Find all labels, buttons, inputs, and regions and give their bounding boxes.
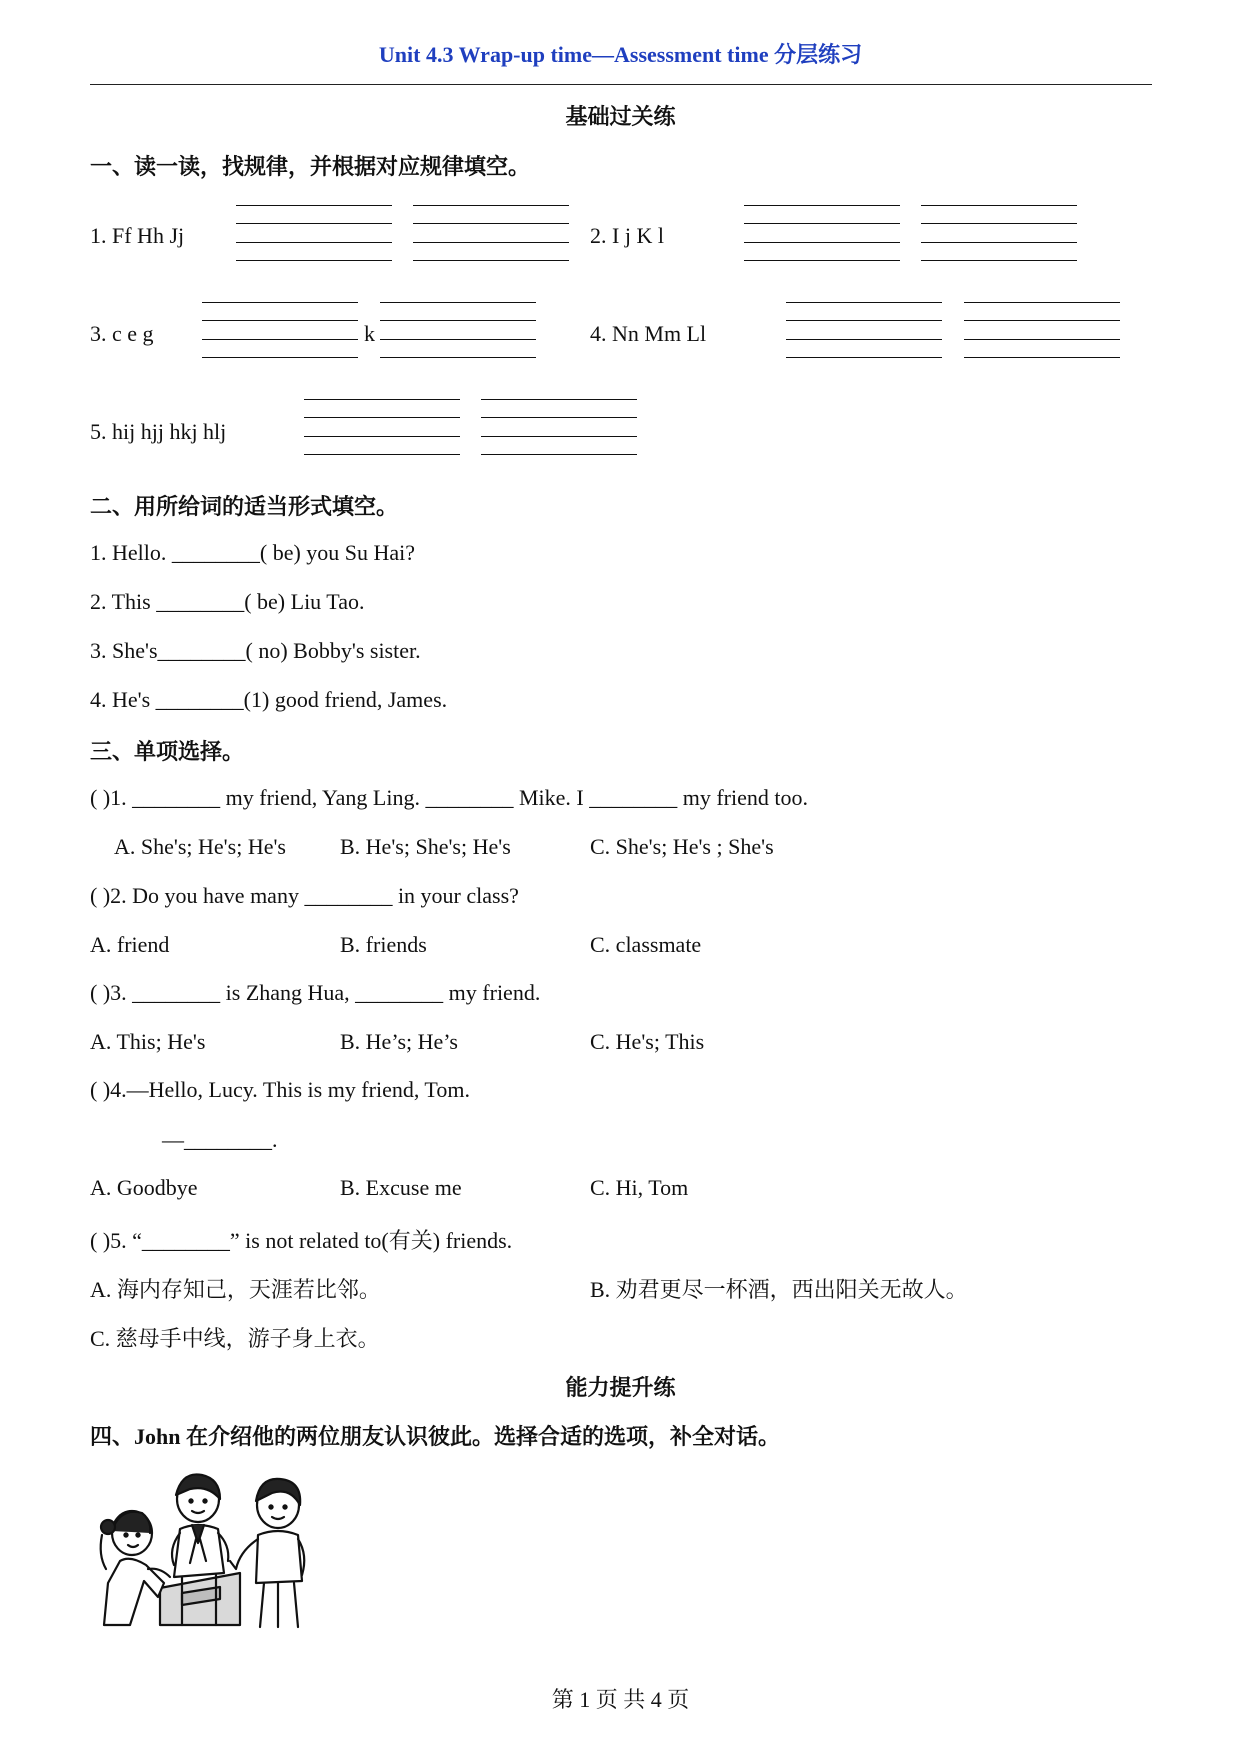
document-header: Unit 4.3 Wrap-up time—Assessment time 分层练习	[378, 42, 863, 67]
blank-line[interactable]	[481, 417, 637, 418]
blank-line[interactable]	[786, 320, 942, 321]
part1-item-4: 4. Nn Mm Ll	[590, 321, 707, 346]
q3-option-b: B. He’s; He’s	[340, 1029, 458, 1054]
part3-question-5: ( )5. “________” is not related to(有关) friends.	[90, 1228, 513, 1253]
blank-line[interactable]	[744, 260, 900, 261]
part3-question-3: ( )3. ________ is Zhang Hua, ________ my friend.	[90, 980, 541, 1005]
part4-title	[90, 1420, 780, 1451]
blank-line[interactable]	[413, 205, 569, 206]
blank-line[interactable]	[304, 417, 460, 418]
blank-line[interactable]	[202, 339, 358, 340]
blank-line[interactable]	[481, 454, 637, 455]
blank-line[interactable]	[413, 242, 569, 243]
part4-title-rest: 在介绍他的两位朋友认识彼此。选择合适的选项，补全对话。	[180, 1424, 781, 1449]
blank-line[interactable]	[202, 302, 358, 303]
part1-item-3-mid: k	[364, 321, 375, 346]
part4-title-prefix: 四、	[90, 1424, 135, 1449]
blank-line[interactable]	[304, 399, 460, 400]
blank-line[interactable]	[921, 242, 1077, 243]
blank-line[interactable]	[786, 357, 942, 358]
part3-question-2: ( )2. Do you have many ________ in your class?	[90, 883, 519, 908]
q5-option-a: A. 海内存知己，天涯若比邻。	[90, 1277, 381, 1302]
blank-line[interactable]	[964, 357, 1120, 358]
blank-line[interactable]	[481, 399, 637, 400]
part2-question-4: 4. He's ________(1) good friend, James.	[90, 687, 448, 712]
blank-line[interactable]	[202, 320, 358, 321]
q4-option-c: C. Hi, Tom	[590, 1175, 689, 1200]
q1-option-b: B. He's; She's; He's	[340, 834, 511, 859]
blank-line[interactable]	[380, 357, 536, 358]
blank-line[interactable]	[236, 205, 392, 206]
blank-line[interactable]	[380, 302, 536, 303]
part3-question-1: ( )1. ________ my friend, Yang Ling. ________ Mike. I ________ my friend too.	[90, 785, 808, 810]
part3-title: 三、单项选择。	[90, 739, 245, 764]
part2-question-1: 1. Hello. ________( be) you Su Hai?	[90, 540, 416, 565]
blank-line[interactable]	[413, 260, 569, 261]
blank-line[interactable]	[744, 223, 900, 224]
q5-option-c: C. 慈母手中线，游子身上衣。	[90, 1326, 380, 1351]
blank-line[interactable]	[413, 223, 569, 224]
blank-line[interactable]	[964, 339, 1120, 340]
blank-line[interactable]	[236, 223, 392, 224]
q1-option-a: A. She's; He's; He's	[114, 834, 286, 859]
part2-question-2: 2. This ________( be) Liu Tao.	[90, 589, 365, 614]
part1-item-3: 3. c e g	[90, 321, 154, 346]
q3-option-a: A. This; He's	[90, 1029, 206, 1054]
part3-question-4-reply: —________.	[162, 1127, 278, 1152]
blank-line[interactable]	[744, 205, 900, 206]
q5-option-b: B. 劝君更尽一杯酒，西出阳关无故人。	[590, 1277, 968, 1302]
blank-line[interactable]	[202, 357, 358, 358]
q3-option-c: C. He's; This	[590, 1029, 705, 1054]
blank-line[interactable]	[964, 302, 1120, 303]
q1-option-c: C. She's; He's ; She's	[590, 834, 774, 859]
blank-line[interactable]	[380, 339, 536, 340]
blank-line[interactable]	[744, 242, 900, 243]
q2-option-a: A. friend	[90, 932, 170, 957]
q2-option-b: B. friends	[340, 932, 427, 957]
blank-line[interactable]	[481, 436, 637, 437]
blank-line[interactable]	[380, 320, 536, 321]
part2-question-3: 3. She's________( no) Bobby's sister.	[90, 638, 421, 663]
blank-line[interactable]	[921, 223, 1077, 224]
section-title-basic: 基础过关练	[565, 104, 676, 129]
q2-option-c: C. classmate	[590, 932, 702, 957]
part1-title: 一、读一读，找规律，并根据对应规律填空。	[90, 154, 531, 179]
part2-title: 二、用所给词的适当形式填空。	[90, 494, 399, 519]
blank-line[interactable]	[786, 339, 942, 340]
blank-line[interactable]	[236, 260, 392, 261]
blank-line[interactable]	[921, 205, 1077, 206]
blank-line[interactable]	[964, 320, 1120, 321]
blank-line[interactable]	[304, 436, 460, 437]
children-illustration	[90, 1465, 320, 1635]
q4-option-b: B. Excuse me	[340, 1175, 462, 1200]
page-footer: 第 1 页 共 4 页	[551, 1687, 690, 1712]
part1-item-2: 2. I j K l	[590, 223, 664, 248]
section-title-advanced: 能力提升练	[565, 1375, 676, 1400]
part4-title-name: John	[134, 1424, 181, 1449]
blank-line[interactable]	[786, 302, 942, 303]
part3-question-4: ( )4.—Hello, Lucy. This is my friend, Tom.	[90, 1077, 470, 1102]
part1-item-5: 5. hij hjj hkj hlj	[90, 419, 227, 444]
blank-line[interactable]	[304, 454, 460, 455]
blank-line[interactable]	[236, 242, 392, 243]
blank-line[interactable]	[921, 260, 1077, 261]
q4-option-a: A. Goodbye	[90, 1175, 198, 1200]
part1-item-1: 1. Ff Hh Jj	[90, 223, 185, 248]
header-divider	[90, 84, 1152, 85]
